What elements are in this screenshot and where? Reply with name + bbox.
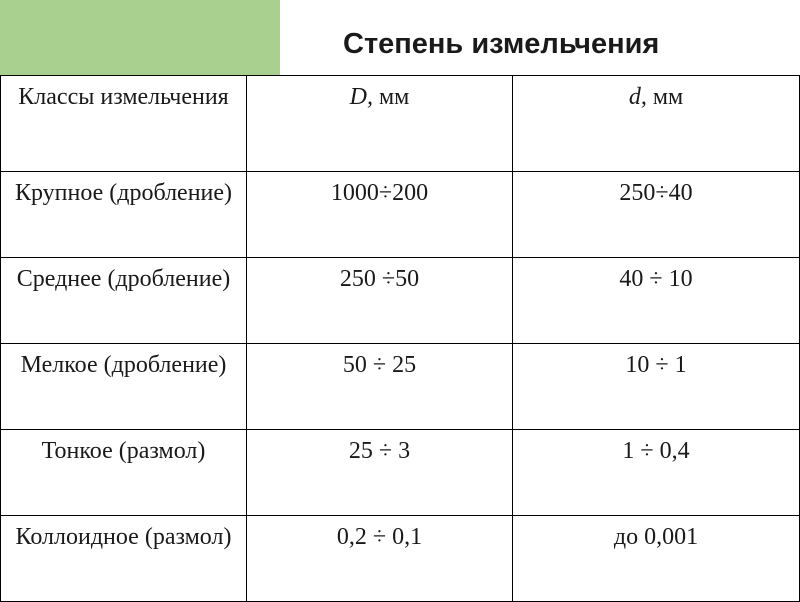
- row-class: Мелкое (дробление): [1, 344, 247, 430]
- green-accent-block: [0, 0, 280, 75]
- row-D: 1000÷200: [247, 172, 513, 258]
- row-D: 0,2 ÷ 0,1: [247, 516, 513, 602]
- row-d: 250÷40: [513, 172, 800, 258]
- table-row: [1, 344, 800, 430]
- header-d-symbol: d,: [628, 84, 647, 110]
- grinding-classes-table: [0, 75, 800, 602]
- row-d: 40 ÷ 10: [513, 258, 800, 344]
- row-D: 50 ÷ 25: [247, 344, 513, 430]
- row-d: до 0,001: [513, 516, 800, 602]
- row-D: 250 ÷50: [247, 258, 513, 344]
- row-class: Тонкое (размол): [1, 430, 247, 516]
- slide-title: Степень измельчения: [343, 28, 660, 60]
- table-row: [1, 516, 800, 602]
- header-D-symbol: D,: [349, 84, 373, 110]
- row-class: Коллоидное (размол): [1, 516, 247, 602]
- table-row: [1, 430, 800, 516]
- row-class: Крупное (дробление): [1, 172, 247, 258]
- header-D-unit: мм: [372, 84, 410, 110]
- table-header-row: [1, 76, 800, 172]
- table-row: [1, 258, 800, 344]
- header-d-mm: [513, 76, 800, 172]
- header-classes: Классы измельчения: [1, 76, 247, 172]
- header-D-mm: [247, 76, 513, 172]
- row-d: 10 ÷ 1: [513, 344, 800, 430]
- row-D: 25 ÷ 3: [247, 430, 513, 516]
- header-d-unit: мм: [646, 84, 684, 110]
- row-d: 1 ÷ 0,4: [513, 430, 800, 516]
- row-class: Среднее (дробление): [1, 258, 247, 344]
- table-row: [1, 172, 800, 258]
